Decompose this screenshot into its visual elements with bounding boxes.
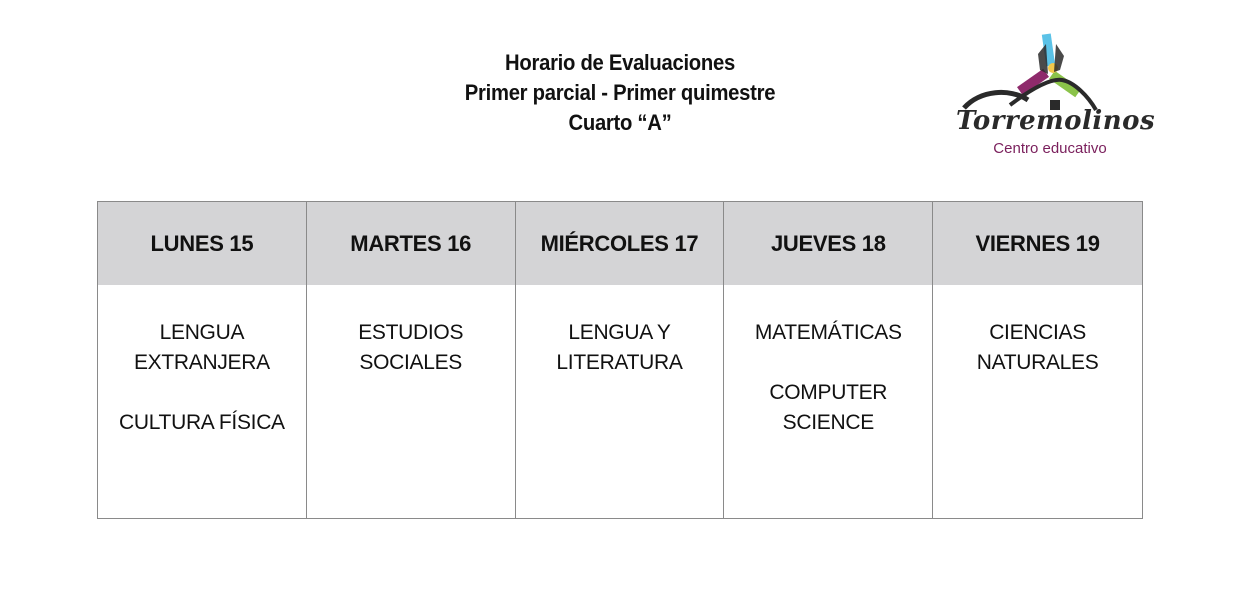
logo-name: Torremolinos	[956, 106, 1156, 136]
subject-text: ESTUDIOS	[358, 321, 464, 344]
logo-green-bar	[1049, 71, 1081, 98]
subject-entry	[724, 378, 932, 438]
day-subjects	[516, 285, 724, 518]
day-header: VIERNES 19	[933, 202, 1142, 285]
subject-text: LENGUA	[159, 321, 245, 344]
day-subjects	[307, 285, 515, 518]
document-subtitle: Primer parcial - Primer quimestre	[464, 80, 776, 105]
subject-entry	[933, 318, 1142, 378]
subject-entry	[98, 408, 306, 438]
logo-figure-outline-right	[1054, 44, 1064, 72]
school-logo	[950, 30, 1156, 165]
day-column-wednesday	[516, 202, 725, 518]
subject-text: EXTRANJERA	[133, 351, 270, 374]
day-column-thursday	[724, 202, 933, 518]
document-title: Horario de Evaluaciones	[505, 50, 735, 75]
subject-text: SCIENCE	[782, 411, 874, 434]
day-header: JUEVES 18	[724, 202, 932, 285]
day-header: MIÉRCOLES 17	[516, 202, 724, 285]
subject-text: CULTURA FÍSICA	[119, 411, 285, 434]
course-label: Cuarto “A”	[568, 110, 672, 135]
day-subjects	[98, 285, 306, 518]
day-column-tuesday	[307, 202, 516, 518]
subject-entry	[516, 318, 724, 378]
day-column-monday	[98, 202, 307, 518]
subject-entry	[724, 318, 932, 348]
day-subjects	[933, 285, 1142, 518]
day-header: LUNES 15	[98, 202, 306, 285]
subject-text: SOCIALES	[359, 351, 463, 374]
subject-text: LENGUA Y	[568, 321, 671, 344]
subject-entry	[307, 318, 515, 378]
subject-text: NATURALES	[976, 351, 1099, 374]
document-header	[370, 48, 870, 138]
exam-schedule-table	[97, 201, 1143, 519]
subject-text: COMPUTER	[769, 381, 888, 404]
day-header: MARTES 16	[307, 202, 515, 285]
subject-entry	[98, 318, 306, 378]
subject-text: LITERATURA	[556, 351, 683, 374]
subject-text: CIENCIAS	[989, 321, 1086, 344]
logo-tagline: Centro educativo	[993, 140, 1107, 157]
day-column-friday	[933, 202, 1142, 518]
day-subjects	[724, 285, 932, 518]
subject-text: MATEMÁTICAS	[754, 321, 902, 344]
